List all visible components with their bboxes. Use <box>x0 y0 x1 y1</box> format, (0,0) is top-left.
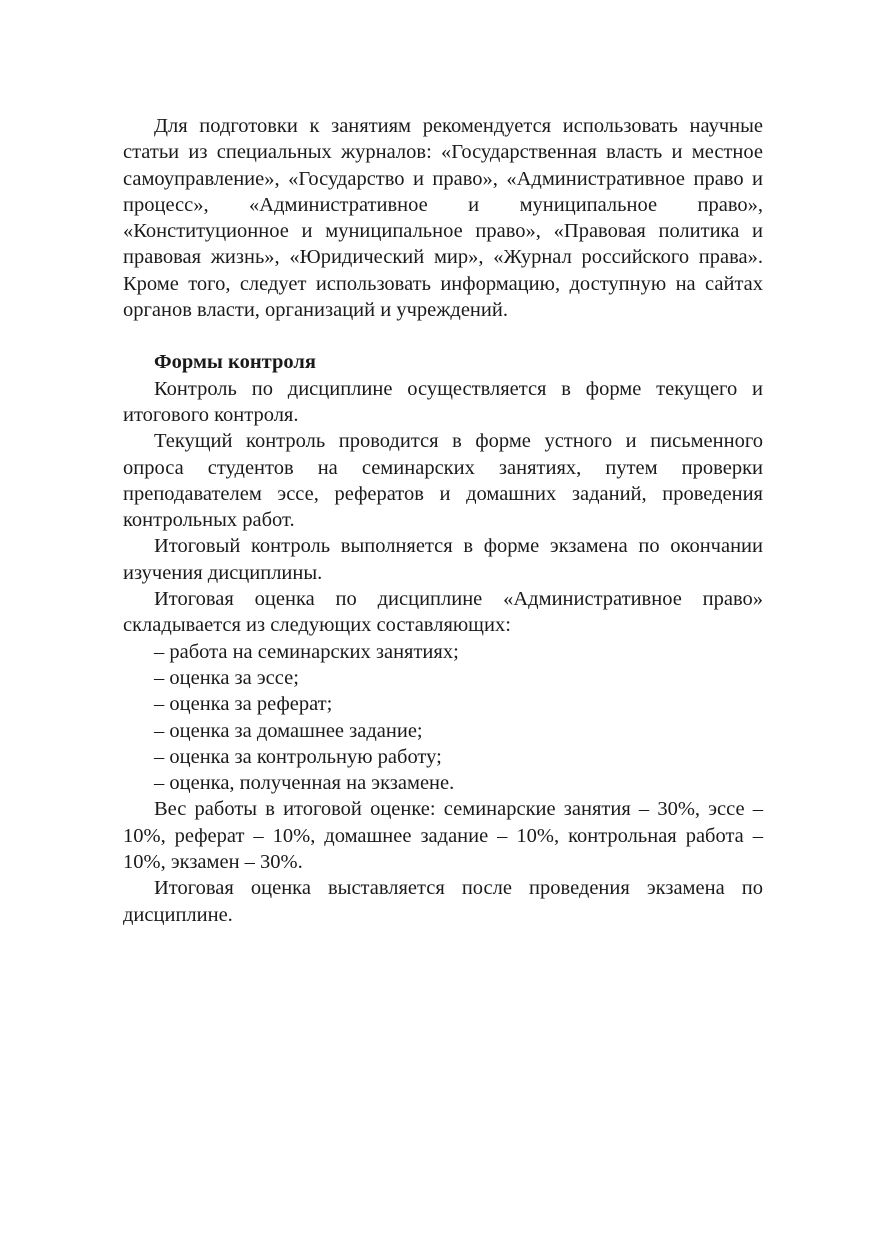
control-forms-paragraph: Контроль по дисциплине осуществляется в форме текущего и итогового контроля. <box>123 377 763 426</box>
list-item: – оценка за эссе; <box>154 666 299 689</box>
list-item: – работа на семинарских занятиях; <box>154 640 459 663</box>
current-control-paragraph: Текущий контроль проводится в форме устного и письменного опроса студентов на семинарских занятиях, путем проверки преподавателем эссе, рефератов и домашних заданий, проведения контрольных работ. <box>123 430 763 532</box>
intro-paragraph: Для подготовки к занятиям рекомендуется использовать научные статьи из специальных журналов: «Государственная власть и местное самоуправление», «Государство и право», «Административное право и процесс», «Административное и муниципальное право», «Конституционное и муниципальное право», «Правовая политика и правовая жизнь», «Юридический мир», «Журнал российского права». Кроме того, следует использовать информацию, доступную на сайтах органов власти, организаций и учреждений. <box>123 115 763 322</box>
final-grade-timing-paragraph: Итоговая оценка выставляется после проведения экзамена по дисциплине. <box>123 877 763 926</box>
list-item: – оценка за контрольную работу; <box>154 745 442 768</box>
document-page <box>123 113 763 928</box>
list-item: – оценка за реферат; <box>154 693 333 716</box>
grade-components-list <box>123 639 763 797</box>
list-item: – оценка за домашнее задание; <box>154 719 423 742</box>
list-item: – оценка, полученная на экзамене. <box>154 772 455 795</box>
final-grade-components-paragraph: Итоговая оценка по дисциплине «Административное право» складывается из следующих составляющих: <box>123 588 763 637</box>
final-control-paragraph: Итоговый контроль выполняется в форме экзамена по окончании изучения дисциплины. <box>123 535 763 584</box>
grade-weights-paragraph: Вес работы в итоговой оценке: семинарские занятия – 30%, эссе – 10%, реферат – 10%, домашнее задание – 10%, контрольная работа – 10%, экзамен – 30%. <box>123 798 763 874</box>
section-heading: Формы контроля <box>154 351 316 374</box>
